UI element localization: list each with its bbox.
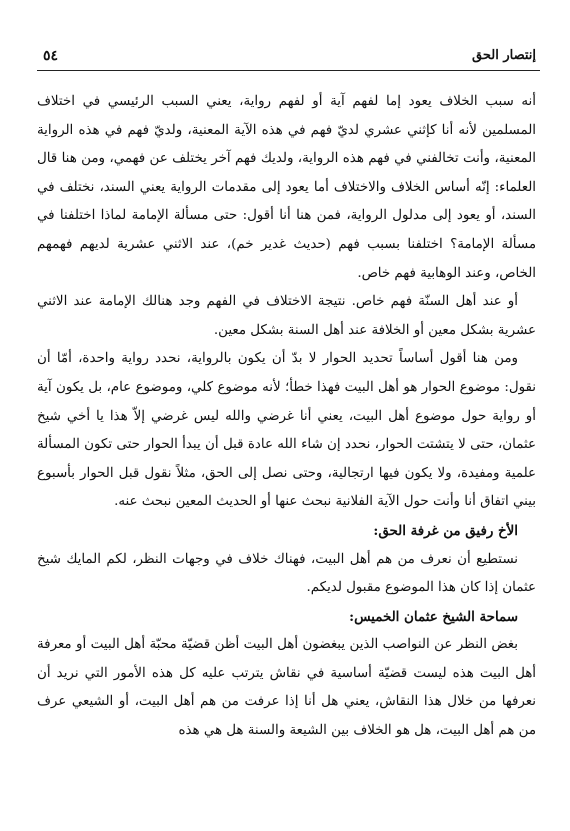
page-header [37,44,540,71]
running-title: إنتصار الحق [472,48,536,63]
paragraph: أو عند أهل السنّة فهم خاص. نتيجة الاختلاف في الفهم وجد هنالك الإمامة عند الاثني عشرية بشكل معين أو الخلافة عند أهل السنة بشكل معين. [37,294,536,338]
paragraph: أنه سبب الخلاف يعود إما لفهم آية أو لفهم رواية، يعني السبب الرئيسي في اختلاف المسلمين لأنه أنا كإثني عشري لديّ فهم في هذه الآية المعنية، ولديّ فهم في هذه الرواية المعنية، وأنت تخالفني في فهم هذه الرواية، ولديك فهم آخر يختلف عن فهمي، ومن هنا قال العلماء: إنّه أساس الخلاف والاختلاف أما يعود إلى مقدمات الرواية يعني السند، نختلف في السند، أو يعود إلى مدلول الرواية، فمن هنا أنا أقول: حتى مسألة الإمامة لماذا اختلفنا في مسألة الإمامة؟ اختلفنا بسبب فهم (حديث غدير خم)، عند الاثني عشرية لديهم فهمهم الخاص، وعند الوهابية فهم خاص. [37,94,536,281]
speaker-heading: سماحة الشيخ عثمان الخميس: [349,608,518,625]
paragraph: ومن هنا أقول أساساً تحديد الحوار لا بدّ أن يكون بالرواية، نحدد رواية واحدة، أمّا أن نقول: موضوع الحوار هو أهل البيت فهذا خطأ؛ لأنه موضوع كلي، وموضوع عام، بل يكون آية أو رواية حول موضوع أهل البيت، يعني أنا غرضي والله ليس غرضي إلاّ هذا يا أخي شيخ عثمان، حتى لا يتشتت الحوار، نحدد إن شاء الله عادة قبل أن يبدأ الحوار حتى تكون المسألة علمية ومفيدة، ولا يكون فيها ارتجالية، وحتى نصل إلى الحق، مثلاً نقول قبل الحوار بأسبوع بيني اتفاق أنا وأنت حول الآية الفلانية نبحث عنها أو الحديث المعين نبحث عنه. [37,351,536,510]
page-body [37,88,536,746]
paragraph: بغض النظر عن النواصب الذين يبغضون أهل البيت أظن قضيّة محبّة أهل البيت أو معرفة أهل البيت هذه ليست قضيّة أساسية في نقاش يترتب عليه كل هذه الأمور التي نريد أن نعرفها من خلال هذا النقاش، يعني هل أنا إذا عرفت من هم أهل البيت، أو الشيعي عرف من هم أهل البيت، هل هو الخلاف بين الشيعة والسنة هل هي هذه [37,637,536,739]
page-number: ٥٤ [43,48,59,64]
paragraph: نستطيع أن نعرف من هم أهل البيت، فهناك خلاف في وجهات النظر، لكم المايك شيخ عثمان إذا كان هذا الموضوع مقبول لديكم. [37,551,536,596]
speaker-heading: الأخ رفيق من غرفة الحق: [373,522,518,539]
